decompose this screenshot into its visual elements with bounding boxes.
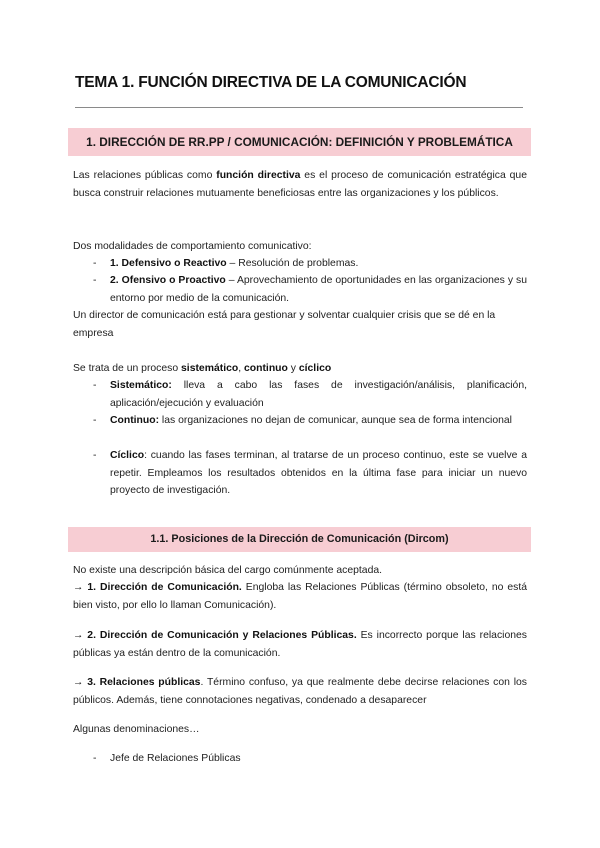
arrow-icon: → — [73, 677, 88, 688]
modalities-intro: Dos modalidades de comportamiento comunicativo: — [73, 241, 312, 252]
position-item-bold: 2. Dirección de Comunicación y Relaciones Públicas. — [87, 630, 357, 641]
list-dash: - — [93, 258, 97, 269]
director-paragraph: Un director de comunicación está para gestionar y solventar cualquier crisis que se dé en la empresa — [73, 310, 496, 339]
position-item — [73, 674, 527, 709]
process-paragraph — [73, 360, 527, 378]
list-item — [93, 412, 527, 430]
list-item-text: lleva a cabo las fases de investigación/análisis, planificación, aplicación/ejecución y evaluación — [110, 380, 527, 409]
position-item-text: . Término confuso, ya que realmente debe decirse relaciones con los públicos. Además, tiene connotaciones negativas, condenado a desaparecer — [73, 677, 527, 706]
list-item-bold: Continuo: — [110, 415, 160, 426]
position-item — [73, 579, 527, 614]
no-description-text: No existe una descripción básica del cargo comúnmente aceptada. — [73, 565, 383, 576]
list-dash: - — [93, 753, 97, 764]
position-item-bold: 3. Relaciones públicas — [87, 677, 201, 688]
list-item-bold: 2. Ofensivo o Proactivo — [110, 275, 226, 286]
position-item-text: Es incorrecto porque las relaciones públicas ya están dentro de la comunicación. — [73, 630, 527, 659]
section-heading-1: 1. DIRECCIÓN DE RR.PP / COMUNICACIÓN: DEFINICIÓN Y PROBLEMÁTICA — [68, 128, 531, 156]
list-item-text: – Aprovechamiento de oportunidades en las organizaciones y su entorno por medio de la comunicación. — [110, 275, 528, 304]
list-item-text: las organizaciones no dejan de comunicar, aunque sea de forma intencional — [159, 415, 512, 426]
process-sep-2: y — [287, 363, 299, 374]
list-item — [93, 750, 527, 768]
list-item — [93, 377, 527, 412]
section-heading-2: 1.1. Posiciones de la Dirección de Comunicación (Dircom) — [68, 527, 531, 552]
intro-bold-term: función directiva — [216, 170, 301, 181]
list-item — [93, 447, 527, 500]
process-text-pre: Se trata de un proceso — [73, 363, 182, 374]
position-item — [73, 627, 527, 662]
list-item-text: Jefe de Relaciones Públicas — [110, 753, 241, 764]
process-bold-3: cíclico — [298, 363, 332, 374]
intro-paragraph — [73, 167, 527, 202]
position-item-bold: 1. Dirección de Comunicación. — [87, 582, 242, 593]
intro-text-post: es el proceso de comunicación estratégica que busca construir relaciones mutuamente beneficiosas entre las organizaciones y los públicos. — [73, 170, 527, 199]
title-divider — [75, 107, 523, 108]
process-bold-2: continuo — [244, 363, 288, 374]
list-dash: - — [93, 450, 97, 461]
list-item-bold: Cíclico — [110, 450, 145, 461]
process-bold-1: sistemático — [181, 363, 239, 374]
page-title: TEMA 1. FUNCIÓN DIRECTIVA DE LA COMUNICACIÓN — [75, 74, 467, 91]
list-item-text: : cuando las fases terminan, al tratarse de un proceso continuo, este se vuelve a repetir. Empleamos los resultados obtenidos en la última fase para iniciar un nuevo proyecto de investigación. — [110, 450, 527, 496]
list-dash: - — [93, 380, 97, 391]
list-item-bold: Sistemático: — [110, 380, 172, 391]
arrow-icon: → — [73, 630, 88, 641]
process-sep-1: , — [238, 363, 244, 374]
list-dash: - — [93, 275, 97, 286]
list-item-text: – Resolución de problemas. — [226, 258, 359, 269]
list-item — [93, 272, 527, 307]
list-item — [93, 255, 527, 273]
list-dash: - — [93, 415, 97, 426]
position-item-text: Engloba las Relaciones Públicas (término obsoleto, no está bien visto, por ello lo llaman Comunicación). — [73, 582, 528, 611]
list-item-bold: 1. Defensivo o Reactivo — [110, 258, 227, 269]
arrow-icon: → — [73, 582, 88, 593]
denominations-intro: Algunas denominaciones… — [73, 724, 200, 735]
intro-text-pre: Las relaciones públicas como — [73, 170, 217, 181]
